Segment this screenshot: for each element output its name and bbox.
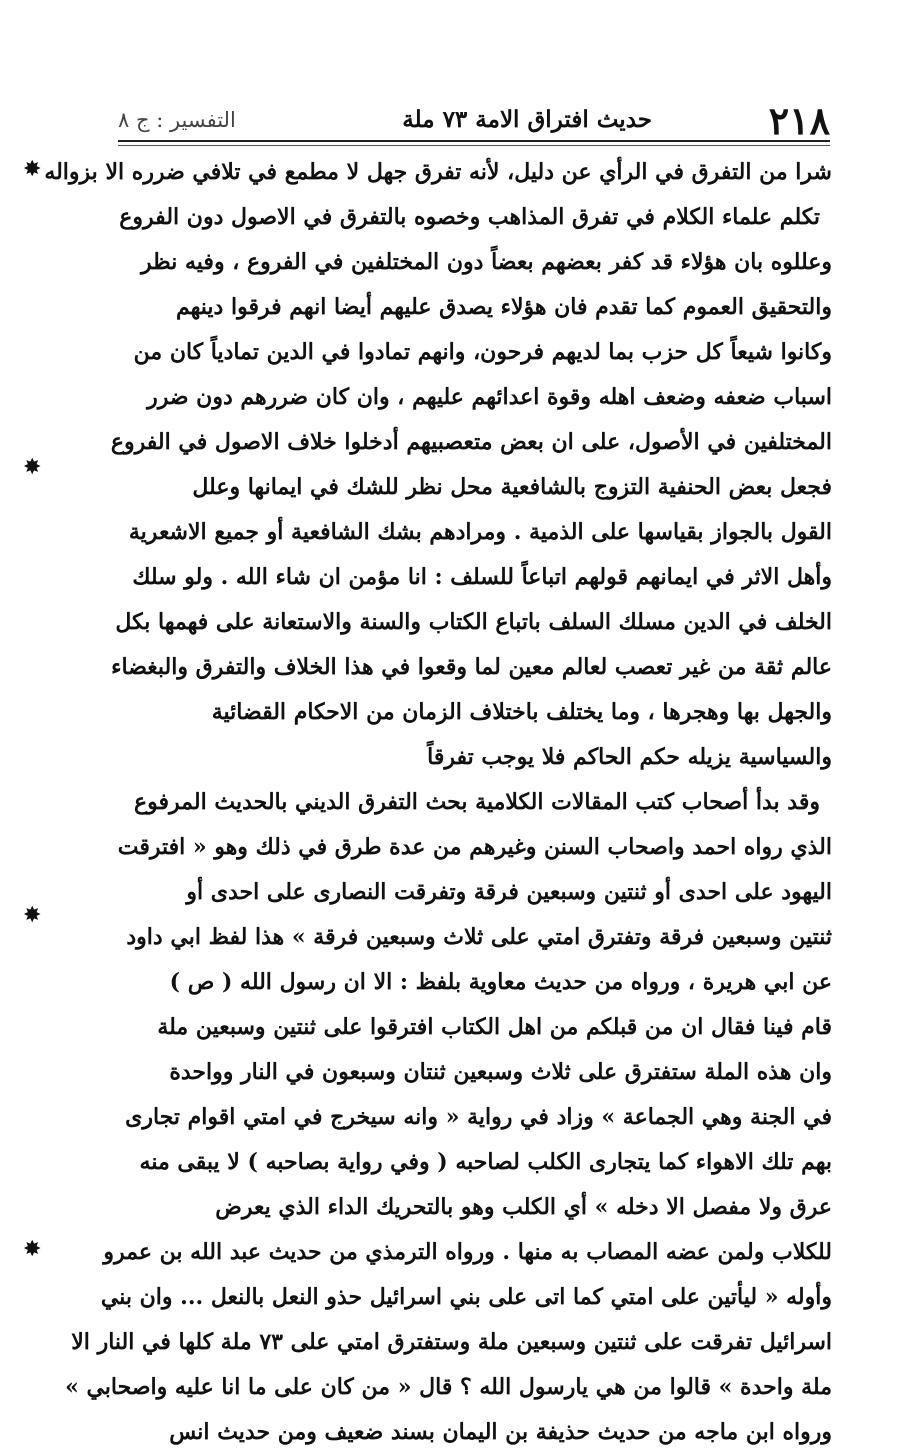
- text-line: وان هذه الملة ستفترق على ثلاث وسبعين ثنتان وسبعون في النار وواحدة: [169, 1059, 832, 1085]
- text-line: اسباب ضعفه وضعف اهله وقوة اعدائهم عليهم ، وان كان ضررهم دون ضرر: [147, 384, 832, 410]
- text-line: قام فينا فقال ان من قبلكم من اهل الكتاب افترقوا على ثنتين وسبعين ملة: [157, 1014, 832, 1040]
- text-line: الذي رواه احمد واصحاب السنن وغيرهم من عدة طرق في ذلك وهو « افترقت: [117, 834, 832, 860]
- text-line: في الجنة وهي الجماعة » وزاد في رواية « وانه سيخرج في امتي اقوام تجارى: [125, 1104, 832, 1130]
- text-line: ورواه ابن ماجه من حديث حذيفة بن اليمان بسند ضعيف ومن حديث انس: [169, 1419, 832, 1445]
- text-line: تكلم علماء الكلام في تفرق المذاهب وخصوه بالتفرق في الاصول دون الفروع: [119, 204, 820, 230]
- punch-hole-icon: ✸: [23, 157, 42, 182]
- text-line: والجهل بها وهجرها ، وما يختلف باختلاف الزمان من الاحكام القضائية: [211, 699, 832, 725]
- text-line: وعللوه بان هؤلاء قد كفر بعضهم بعضاً دون المختلفين في الفروع ، وفيه نظر: [141, 249, 832, 275]
- section-label: التفسير : ج ٨: [118, 108, 236, 132]
- page-number: ٢١٨: [768, 98, 830, 143]
- text-line: بهم تلك الاهواء كما يتجارى الكلب لصاحبه ( وفي رواية بصاحبه ) لا يبقى منه: [139, 1149, 832, 1175]
- punch-hole-icon: ✸: [23, 903, 42, 928]
- text-line: فجعل بعض الحنفية التزوج بالشافعية محل نظر للشك في ايمانها وعلل: [192, 474, 832, 500]
- text-line: اسرائيل تفرقت على ثنتين وسبعين ملة وستفترق امتي على ٧٣ ملة كلها في النار الا: [71, 1329, 832, 1355]
- body-text: [44, 150, 832, 1455]
- text-line: عن ابي هريرة ، ورواه من حديث معاوية بلفظ : الا ان رسول الله ( ص ): [169, 969, 832, 995]
- text-line: القول بالجواز بقياسها على الذمية . ومرادهم بشك الشافعية أو جميع الاشعرية: [128, 519, 832, 545]
- running-title: حديث افتراق الامة ٧٣ ملة: [402, 106, 652, 133]
- text-line: الخلف في الدين مسلك السلف باتباع الكتاب والسنة والاستعانة على فهمها بكل: [115, 609, 832, 635]
- text-line: عالم ثقة من غير تعصب لعالم معين لما وقعوا في هذا الخلاف والتفرق والبغضاء: [111, 654, 832, 680]
- punch-hole-icon: ✸: [23, 1237, 42, 1262]
- text-line: المختلفين في الأصول، على ان بعض متعصبيهم أدخلوا خلاف الاصول في الفروع: [110, 429, 832, 455]
- text-line: شرا من التفرق في الرأي عن دليل، لأنه تفرق جهل لا مطمع في تلافي ضرره الا بزواله: [44, 159, 832, 185]
- punch-hole-icon: ✸: [23, 455, 42, 480]
- text-line: وقد بدأ أصحاب كتب المقالات الكلامية بحث التفرق الديني بالحديث المرفوع: [134, 789, 820, 815]
- text-line: ثنتين وسبعين فرقة وتفترق امتي على ثلاث وسبعين فرقة » هذا لفظ ابي داود: [126, 924, 832, 950]
- page-header: [118, 96, 830, 142]
- header-rule-thin: [118, 145, 830, 146]
- text-line: ملة واحدة » قالوا من هي يارسول الله ؟ قال « من كان على ما انا عليه واصحابي »: [65, 1374, 832, 1400]
- header-rule: [118, 140, 830, 142]
- text-line: وأوله « ليأتين على امتي كما اتى على بني اسرائيل حذو النعل بالنعل ... وان بني: [100, 1284, 832, 1310]
- text-line: عرق ولا مفصل الا دخله » أي الكلب وهو بالتحريك الداء الذي يعرض: [215, 1194, 832, 1220]
- text-line: اليهود على احدى أو ثنتين وسبعين فرقة وتفرقت النصارى على احدى أو: [186, 879, 832, 905]
- text-line: للكلاب ولمن عضه المصاب به منها . ورواه الترمذي من حديث عبد الله بن عمرو: [103, 1239, 832, 1265]
- text-line: والسياسية يزيله حكم الحاكم فلا يوجب تفرقاً: [427, 744, 832, 770]
- text-line: وكانوا شيعاً كل حزب بما لديهم فرحون، وانهم تمادوا في الدين تمادياً كان من: [133, 339, 832, 365]
- text-line: والتحقيق العموم كما تقدم فان هؤلاء يصدق عليهم أيضا انهم فرقوا دينهم: [175, 294, 832, 320]
- text-line: وأهل الاثر في ايمانهم قولهم اتباعاً للسلف : انا مؤمن ان شاء الله . ولو سلك: [132, 564, 832, 590]
